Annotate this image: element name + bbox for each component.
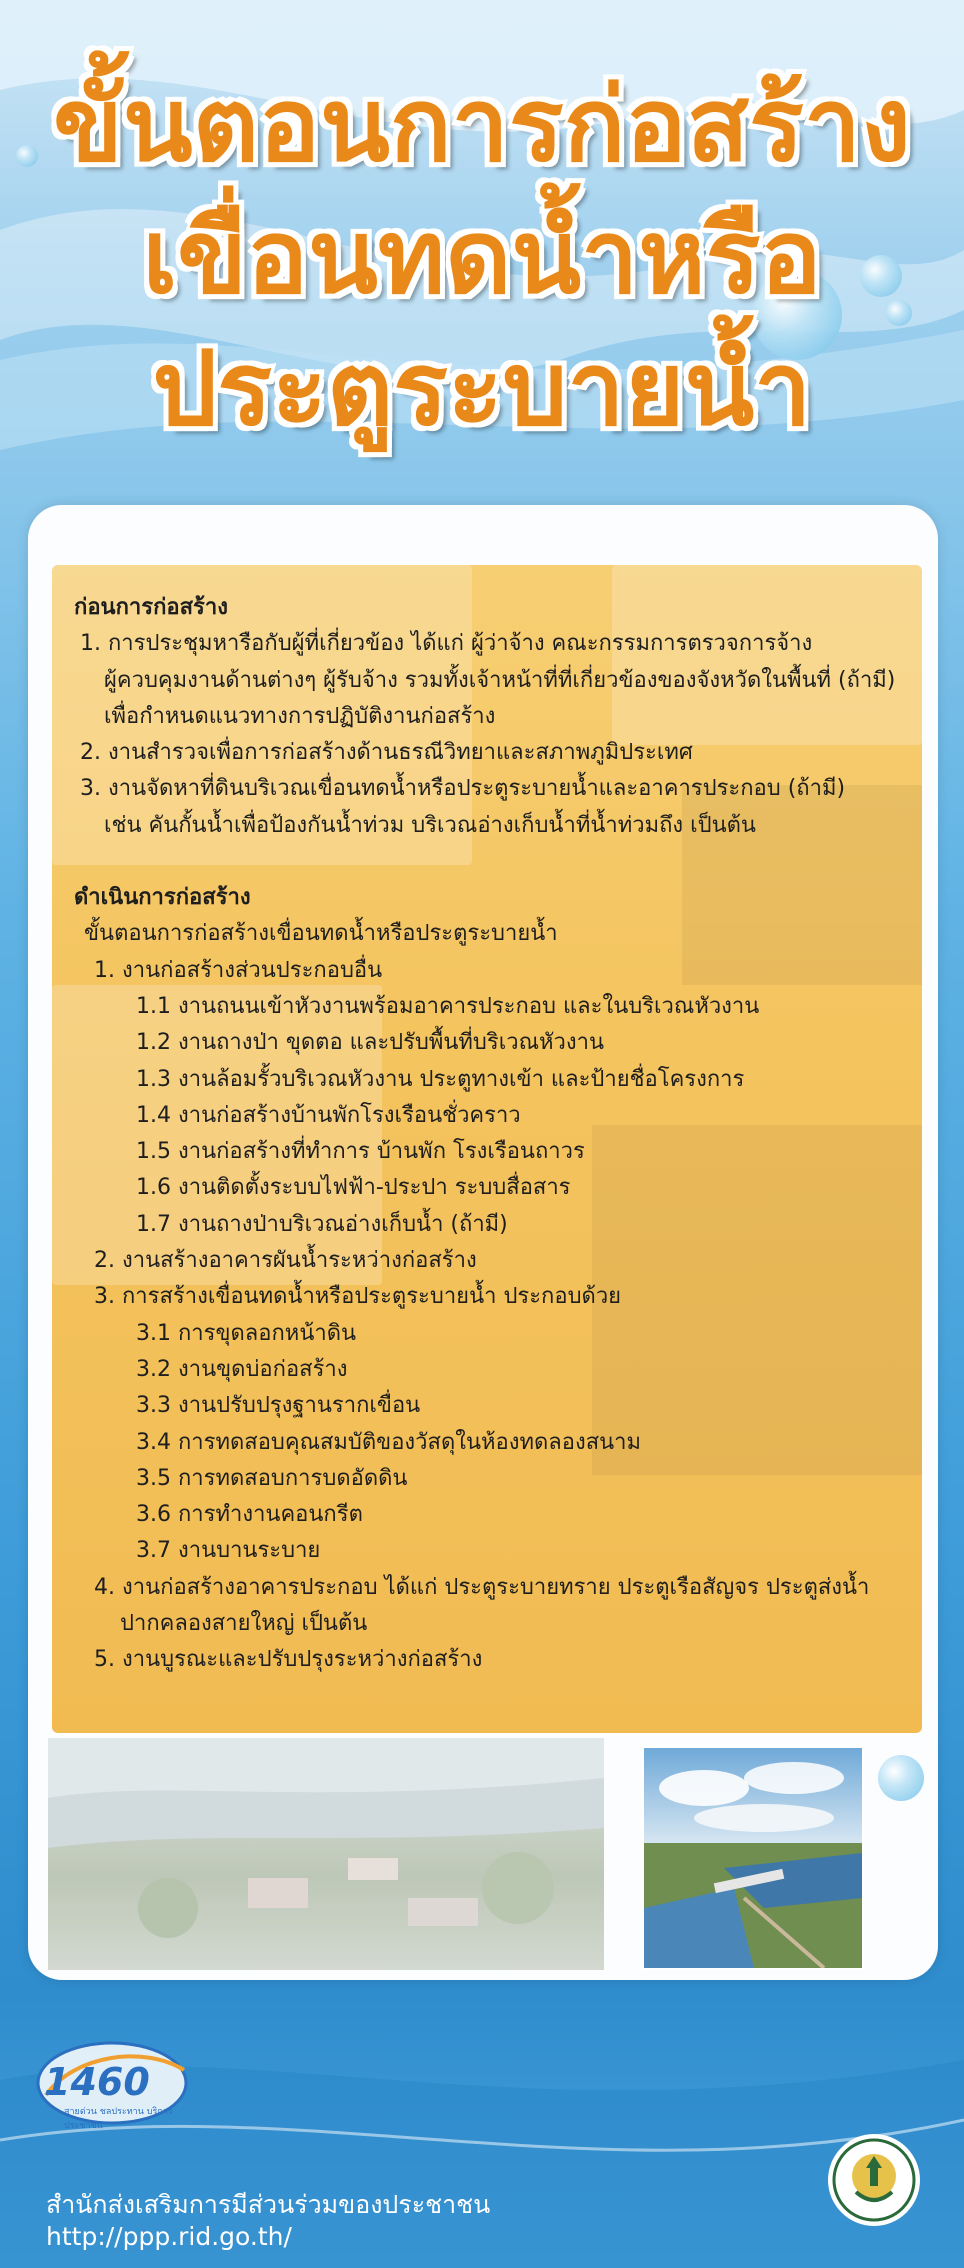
- dam-photo: [642, 1746, 864, 1970]
- step-line: 2. งานสร้างอาคารผันน้ำระหว่างก่อสร้าง: [94, 1248, 477, 1274]
- step-line: เช่น คันกั้นน้ำเพื่อป้องกันน้ำท่วม บริเวณอ่างเก็บน้ำที่น้ำท่วมถึง เป็นต้น: [104, 812, 756, 838]
- page-title: [40, 60, 924, 456]
- title-line: ขั้นตอนการก่อสร้าง: [53, 66, 911, 185]
- section-heading-during: ดำเนินการก่อสร้าง: [74, 885, 251, 911]
- sub-step-line: 1.3 งานล้อมรั้วบริเวณหัวงาน ประตูทางเข้า และป้ายชื่อโครงการ: [136, 1066, 745, 1092]
- sub-step-line: 3.4 การทดสอบคุณสมบัติของวัสดุในห้องทดลองสนาม: [136, 1429, 642, 1455]
- step-line: 4. งานก่อสร้างอาคารประกอบ ได้แก่ ประตูระบายทราย ประตูเรือสัญจร ประตูส่งน้ำ: [94, 1574, 870, 1600]
- aerial-photo-faded: [48, 1738, 604, 1970]
- title-line: ประตูระบายน้ำ: [152, 330, 812, 449]
- footer-url-link[interactable]: http://ppp.rid.go.th/: [46, 2222, 292, 2251]
- step-line: 3. งานจัดหาที่ดินบริเวณเขื่อนทดน้ำหรือประตูระบายน้ำและอาคารประกอบ (ถ้ามี): [80, 776, 846, 802]
- sub-step-line: 1.2 งานถางป่า ขุดตอ และปรับพื้นที่บริเวณหัวงาน: [136, 1030, 604, 1056]
- step-line: 3. การสร้างเขื่อนทดน้ำหรือประตูระบายน้ำ ประกอบด้วย: [94, 1284, 622, 1310]
- step-line: 1. งานก่อสร้างส่วนประกอบอื่น: [94, 957, 383, 983]
- sub-step-line: 3.5 การทดสอบการบดอัดดิน: [136, 1465, 408, 1491]
- sub-step-line: 1.4 งานก่อสร้างบ้านพักโรงเรือนชั่วคราว: [136, 1102, 521, 1128]
- sub-step-line: 1.1 งานถนนเข้าหัวงานพร้อมอาคารประกอบ และในบริเวณหัวงาน: [136, 993, 760, 1019]
- sub-step-line: 3.2 งานขุดบ่อก่อสร้าง: [136, 1356, 348, 1382]
- sub-step-line: 3.7 งานบานระบาย: [136, 1538, 321, 1564]
- step-line: ปากคลองสายใหญ่ เป็นต้น: [120, 1611, 368, 1637]
- section-heading-before: ก่อนการก่อสร้าง: [74, 595, 228, 620]
- step-line: ผู้ควบคุมงานด้านต่างๆ ผู้รับจ้าง รวมทั้งเจ้าหน้าที่ที่เกี่ยวข้องของจังหวัดในพื้นที่ (ถ้ามี): [104, 667, 896, 693]
- footer-organization: สำนักส่งเสริมการมีส่วนร่วมของประชาชน: [46, 2190, 491, 2219]
- steps-content: [74, 590, 914, 1679]
- bubble-decoration: [16, 145, 38, 167]
- step-line: เพื่อกำหนดแนวทางการปฏิบัติงานก่อสร้าง: [104, 703, 496, 729]
- step-line: 5. งานบูรณะและปรับปรุงระหว่างก่อสร้าง: [94, 1647, 483, 1673]
- sub-step-line: 3.6 การทำงานคอนกรีต: [136, 1502, 363, 1528]
- bubble-decoration: [878, 1755, 924, 1801]
- hotline-number: 1460: [44, 2060, 150, 2104]
- rid-seal-icon: [826, 2132, 922, 2228]
- sub-step-line: 1.5 งานก่อสร้างที่ทำการ บ้านพัก โรงเรือนถาวร: [136, 1139, 585, 1165]
- sub-step-line: 3.3 งานปรับปรุงฐานรากเขื่อน: [136, 1393, 421, 1419]
- step-intro: ขั้นตอนการก่อสร้างเขื่อนทดน้ำหรือประตูระบายน้ำ: [84, 921, 558, 947]
- sub-step-line: 1.6 งานติดตั้งระบบไฟฟ้า-ประปา ระบบสื่อสาร: [136, 1175, 571, 1201]
- sub-step-line: 3.1 การขุดลอกหน้าดิน: [136, 1320, 357, 1346]
- step-line: 1. การประชุมหารือกับผู้ที่เกี่ยวข้อง ได้แก่ ผู้ว่าจ้าง คณะกรรมการตรวจการจ้าง: [80, 631, 813, 657]
- step-line: 2. งานสำรวจเพื่อการก่อสร้างด้านธรณีวิทยาและสภาพภูมิประเทศ: [80, 740, 693, 766]
- hotline-caption: สายด่วน ชลประทาน บริการประชาชน: [64, 2107, 173, 2131]
- sub-step-line: 1.7 งานถางป่าบริเวณอ่างเก็บน้ำ (ถ้ามี): [136, 1211, 508, 1237]
- title-line: เขื่อนทดน้ำหรือ: [142, 198, 822, 317]
